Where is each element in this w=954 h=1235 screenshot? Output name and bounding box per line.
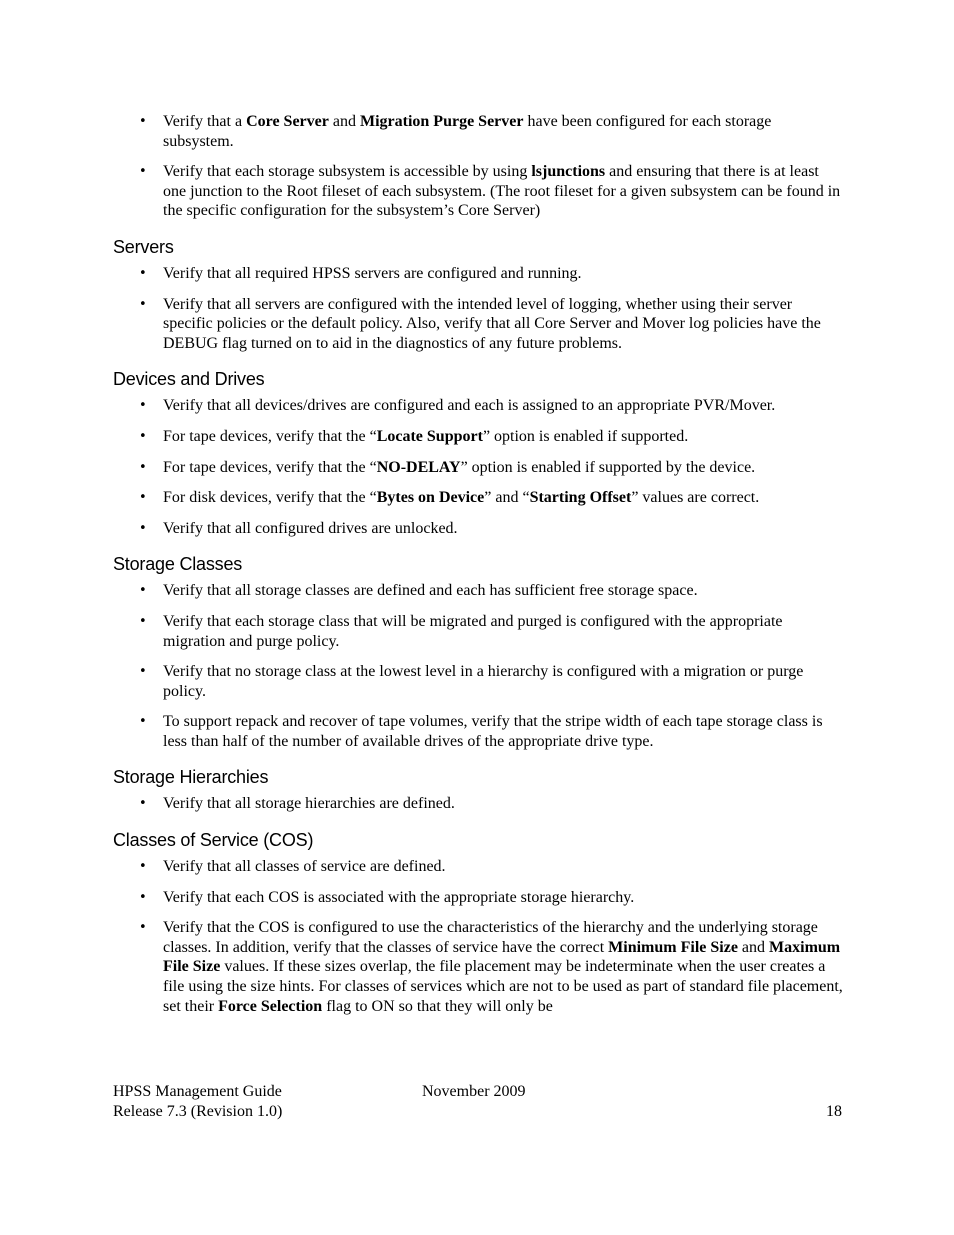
section-heading: Servers [113,236,174,257]
text-run: Verify that all storage hierarchies are defined. [163,795,455,813]
bullet-glyph: • [139,265,147,281]
bullet-text [163,520,458,537]
bullet-text [163,919,843,1014]
section-bullet-list [113,581,845,751]
bullet-glyph: • [139,164,147,180]
text-run: ” option is enabled if supported by the device. [460,458,756,476]
text-run: Verify that all required HPSS servers are configured and running. [163,264,582,282]
bullet-text [163,459,755,476]
bullet-item [113,612,845,651]
bullet-item [113,888,845,908]
bullet-text [163,795,455,812]
bullet-glyph: • [139,664,147,680]
sections [113,237,845,1016]
page-number: 18 [826,1103,842,1120]
bullet-text [163,397,775,414]
bullet-item [113,162,845,221]
text-run: Verify that all servers are configured with the intended level of logging, whether using their server specific policies or the default policy. Also, verify that all Core Server and Mover log policies have the DEBUG flag turned on to aid in the diagnostics of any future problems. [163,295,821,352]
text-run: Verify that each storage class that will be migrated and purged is configured with the appropriate migration and purge policy. [163,612,783,650]
section-heading: Storage Classes [113,554,243,575]
bold-term: Locate Support [376,427,483,445]
text-run: Verify that all storage classes are defined and each has sufficient free storage space. [163,582,698,600]
text-run: values. If these sizes overlap, the file placement may be indeterminate when the user creates a file using the size hints. For classes of services which are not to be used as part of standard file placement, set their [163,958,843,1015]
text-run: For tape devices, verify that the “ [163,427,377,445]
bullet-item [113,918,845,1016]
text-run: Verify that the COS is configured to use the characteristics of the hierarchy and the underlying storage classes. In addition, verify that the classes of service have the correct [163,919,818,956]
text-run: To support repack and recover of tape volumes, verify that the stripe width of each tape storage class is less than half of the number of available drives of the appropriate drive type. [163,713,823,750]
text-run: Verify that all classes of service are defined. [163,858,446,876]
bullet-text [163,265,582,282]
bullet-item [113,458,845,478]
section-heading: Storage Hierarchies [113,767,269,788]
bullet-glyph: • [139,583,147,599]
text-run: ” option is enabled if supported. [482,427,689,445]
text-run: For disk devices, verify that the “ [163,489,377,507]
bullet-glyph: • [139,490,147,506]
text-run: flag to ON so that they will only be [322,997,553,1015]
bullet-text [163,296,821,352]
bold-term: Bytes on Device [376,489,485,507]
bullet-text [163,858,446,875]
bullet-item [113,264,845,284]
bullet-glyph: • [139,796,147,812]
bullet-item [113,712,845,751]
text-run: have been configured for each storage subsystem. [163,113,772,150]
bold-term: Starting Offset [529,489,632,507]
bold-term: lsjunctions [531,163,606,181]
bullet-glyph: • [139,398,147,414]
bullet-text [163,428,688,445]
bullet-item [113,794,845,814]
section-bullet-list [113,264,845,353]
text-run: Verify that all devices/drives are configured and each is assigned to an appropriate PVR/Mover. [163,397,776,415]
text-run: Verify that no storage class at the lowest level in a hierarchy is configured with a migration or purge policy. [163,663,804,700]
bullet-item [113,519,845,539]
text-run: Verify that all configured drives are unlocked. [163,519,458,537]
bullet-glyph: • [139,920,147,936]
bullet-text [163,163,840,219]
bullet-item [113,857,845,877]
footer-release: Release 7.3 (Revision 1.0) [113,1103,283,1120]
bullet-text [163,582,698,599]
bullet-text [163,889,634,906]
bullet-glyph: • [139,889,147,905]
bullet-glyph: • [139,459,147,475]
bullet-item [113,662,845,701]
text-run: Verify that each COS is associated with the appropriate storage hierarchy. [163,888,635,906]
bold-term: Maximum File Size [163,938,841,976]
bold-term: NO-DELAY [376,458,461,476]
bullet-item [113,112,845,151]
bullet-text [163,713,823,750]
bullet-item [113,581,845,601]
text-run: Verify that a [163,113,247,130]
bullet-text [163,613,783,650]
text-run: and [328,113,360,130]
text-run: and ensuring that there is at least one junction to the Root fileset of each subsystem. (The root fileset for a given subsystem can be found in the specific configuration for the subsystem’s Core Server) [163,163,841,220]
intro-bullet-list [113,112,845,221]
bullet-glyph: • [139,859,147,875]
bullet-glyph: • [139,114,147,129]
section-bullet-list [113,794,845,814]
text-run: Verify that each storage subsystem is accessible by using [163,163,532,181]
bullet-glyph: • [139,296,147,312]
bullet-item [113,396,845,416]
bold-term: Core Server [246,113,329,130]
bullet-text [163,489,759,506]
bullet-text [163,113,771,150]
bullet-item [113,488,845,508]
footer-date: November 2009 [422,1083,526,1100]
footer-guide-title: HPSS Management Guide [113,1083,282,1100]
bullet-glyph: • [139,613,147,629]
section-bullet-list [113,857,845,1016]
text-run: ” and “ [484,489,530,507]
text-run: ” values are correct. [631,489,760,507]
bullet-item [113,427,845,447]
page-footer [113,1082,842,1122]
bold-term: Minimum File Size [608,938,738,956]
text-run: For tape devices, verify that the “ [163,458,377,476]
text-run: and [737,938,770,956]
bullet-item [113,295,845,354]
section-heading: Devices and Drives [113,369,265,390]
page-body [113,112,845,1027]
bold-term: Migration Purge Server [359,113,524,130]
bullet-glyph: • [139,714,147,730]
bullet-text [163,663,803,700]
section-bullet-list [113,396,845,538]
bullet-glyph: • [139,520,147,536]
section-heading: Classes of Service (COS) [113,830,314,851]
bullet-glyph: • [139,428,147,444]
bold-term: Force Selection [218,997,323,1015]
